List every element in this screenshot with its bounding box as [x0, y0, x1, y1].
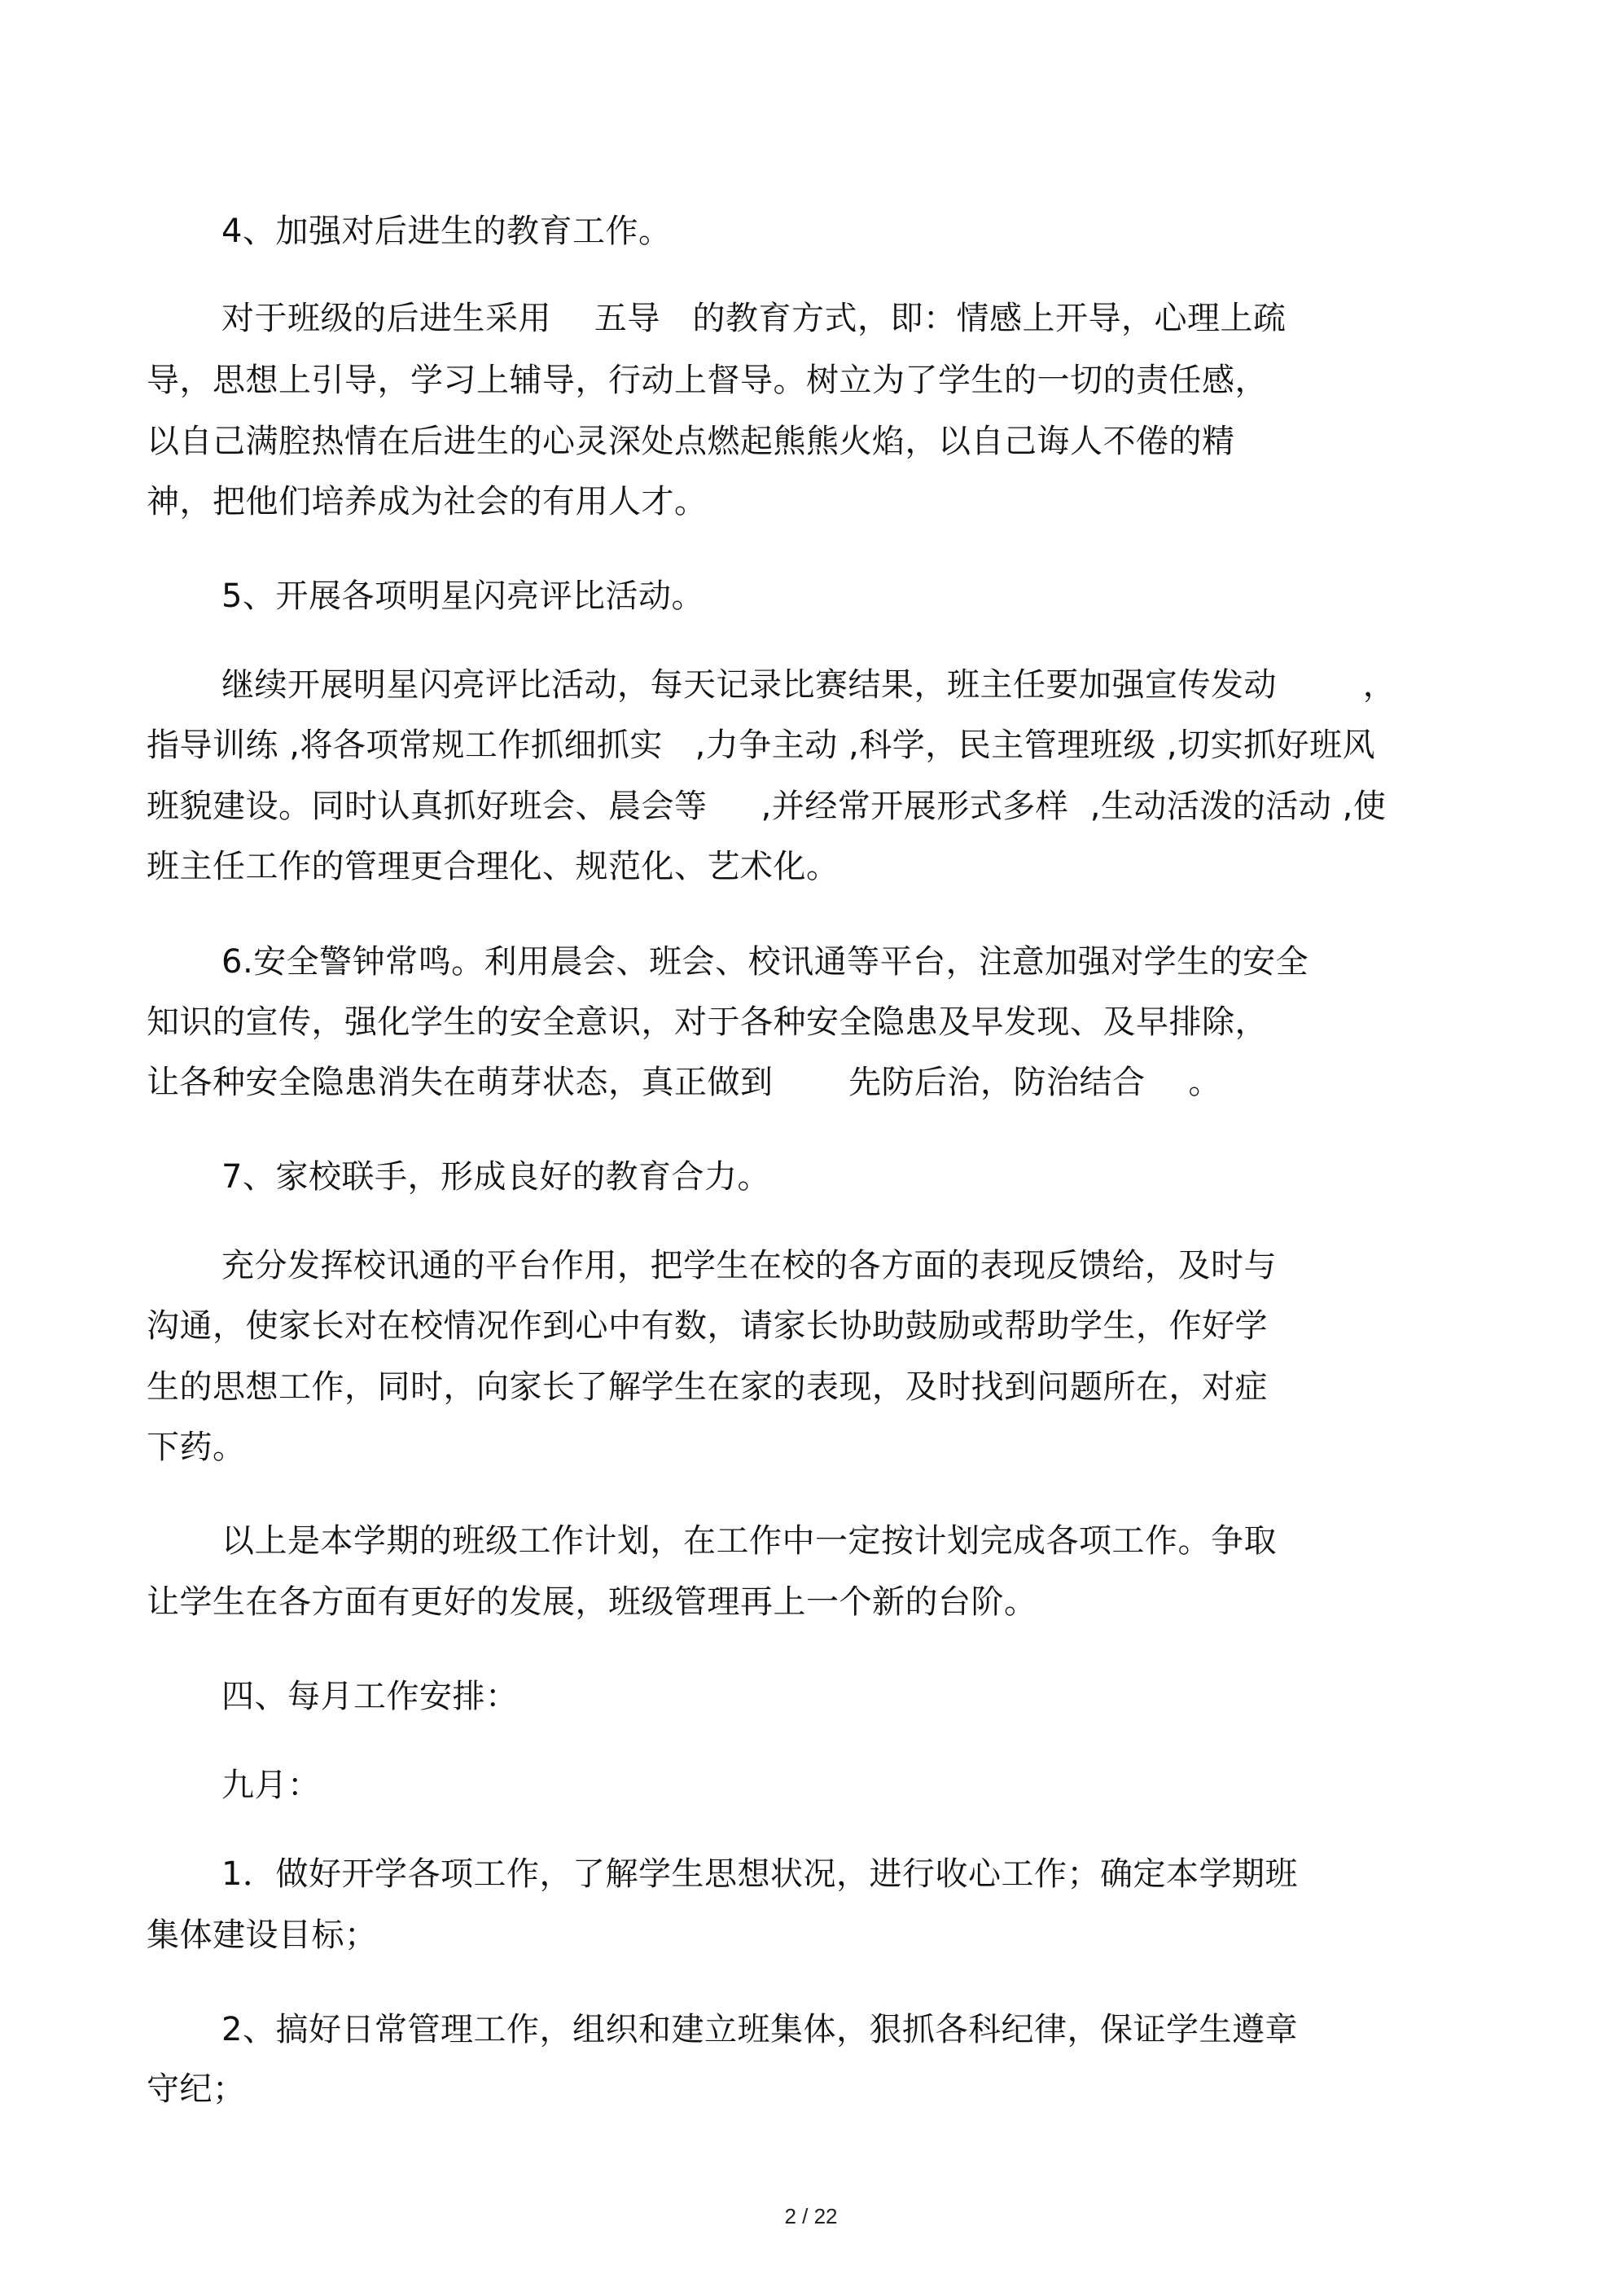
paragraph-line: 知识的宣传，强化学生的安全意识，对于各种安全隐患及早发现、及早排除，	[147, 1003, 1268, 1041]
paragraph-line: 6.安全警钟常鸣。利用晨会、班会、校讯通等平台，注意加强对学生的安全	[221, 943, 1309, 981]
list-item: 守纪；	[147, 2070, 246, 2108]
paragraph-line: 继续开展明星闪亮评比活动，每天记录比赛结果，班主任要加强宣传发动 ，	[221, 666, 1396, 704]
paragraph-line: 导，思想上引导，学习上辅导，行动上督导。树立为了学生的一切的责任感，	[147, 362, 1268, 399]
paragraph-line: 指导训练 ,将各项常规工作抓细抓实 ,力争主动 ,科学，民主管理班级 ,切实抓好班风	[147, 727, 1376, 764]
heading-item-7: 7、家校联手，形成良好的教育合力。	[221, 1158, 770, 1196]
list-item: 集体建设目标；	[147, 1916, 378, 1954]
paragraph-line: 以上是本学期的班级工作计划，在工作中一定按计划完成各项工作。争取	[221, 1522, 1277, 1560]
heading-item-5: 5、开展各项明星闪亮评比活动。	[221, 577, 704, 615]
section-heading: 四、每月工作安排：	[221, 1678, 519, 1715]
list-item: 2、搞好日常管理工作，组织和建立班集体，狠抓各科纪律，保证学生遵章	[221, 2011, 1298, 2048]
paragraph-line: 让学生在各方面有更好的发展，班级管理再上一个新的台阶。	[147, 1583, 1037, 1621]
paragraph-line: 沟通，使家长对在校情况作到心中有数，请家长协助鼓励或帮助学生，作好学	[147, 1307, 1268, 1345]
month-heading: 九月：	[221, 1767, 321, 1804]
paragraph-line: 让各种安全隐患消失在萌芽状态，真正做到 先防后治，防治结合 。	[147, 1064, 1221, 1101]
paragraph-line: 下药。	[147, 1429, 246, 1466]
paragraph-line: 生的思想工作，同时，向家长了解学生在家的表现，及时找到问题所在，对症	[147, 1368, 1268, 1406]
paragraph-line: 班貌建设。同时认真抓好班会、晨会等 ,并经常开展形式多样 ,生动活泼的活动 ,使	[147, 788, 1387, 825]
paragraph-line: 班主任工作的管理更合理化、规范化、艺术化。	[147, 848, 839, 885]
page-number: 2 / 22	[784, 2204, 838, 2228]
list-item: 1．做好开学各项工作，了解学生思想状况，进行收心工作；确定本学期班	[221, 1855, 1298, 1893]
paragraph-line: 充分发挥校讯通的平台作用，把学生在校的各方面的表现反馈给，及时与	[221, 1247, 1277, 1284]
paragraph-line: 对于班级的后进生采用 五导 的教育方式，即：情感上开导，心理上疏	[221, 300, 1287, 337]
paragraph-line: 以自己满腔热情在后进生的心灵深处点燃起熊熊火焰，以自己诲人不倦的精	[147, 423, 1235, 460]
paragraph-line: 神，把他们培养成为社会的有用人才。	[147, 483, 708, 520]
heading-item-4: 4、加强对后进生的教育工作。	[221, 213, 672, 250]
